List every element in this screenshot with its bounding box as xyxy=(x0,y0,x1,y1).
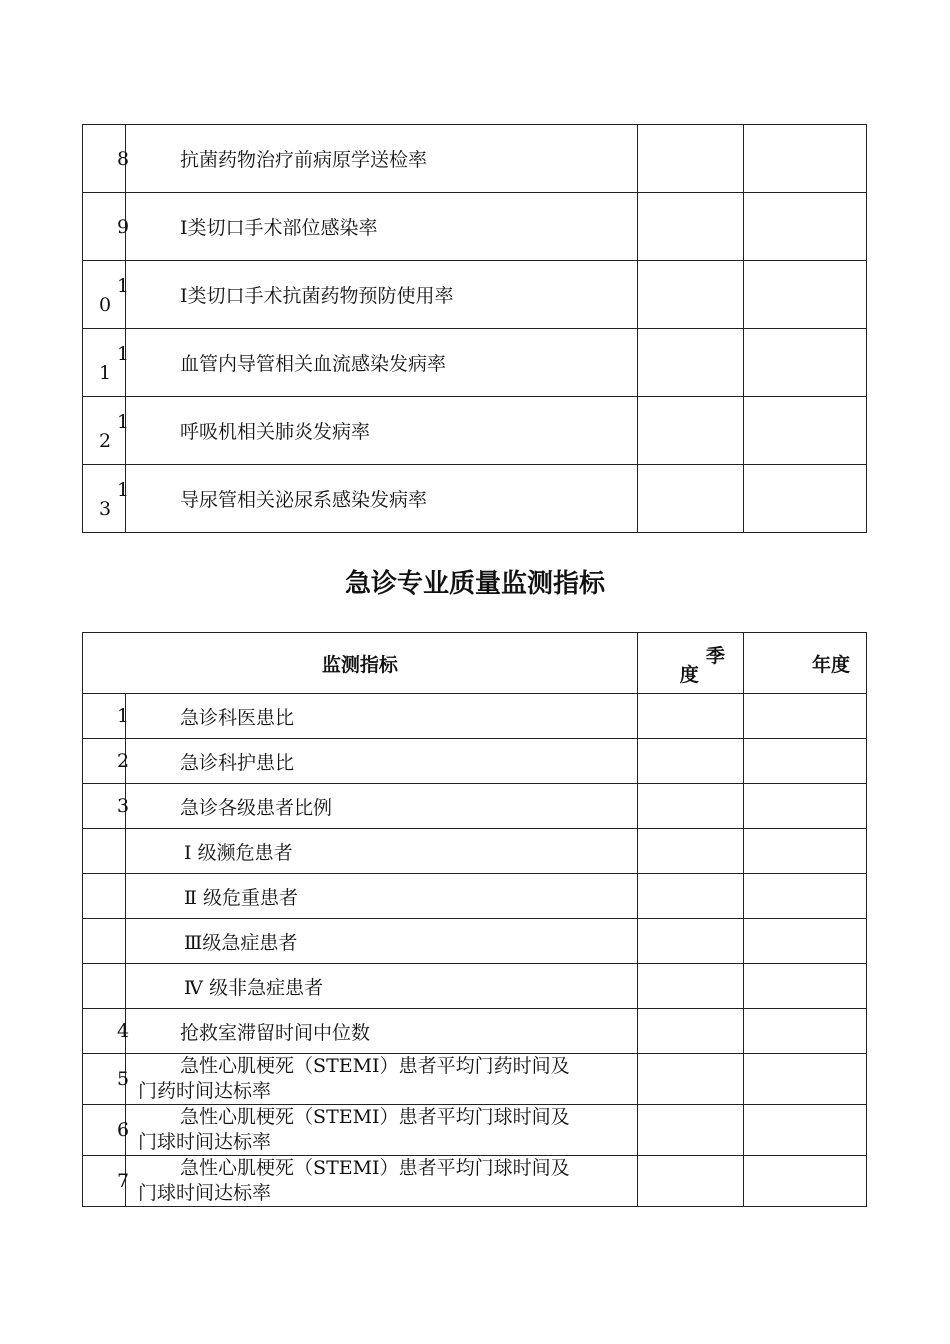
quarter-cell[interactable] xyxy=(637,397,743,465)
indicator-name: 急诊科护患比 xyxy=(126,739,638,784)
indicator-subitem: Ⅱ 级危重患者 xyxy=(126,874,638,919)
quarter-cell[interactable] xyxy=(637,465,743,533)
row-number: 1 3 xyxy=(83,465,126,533)
year-cell[interactable] xyxy=(743,465,866,533)
quarter-cell[interactable] xyxy=(637,1156,743,1207)
quarter-cell[interactable] xyxy=(637,125,743,193)
year-cell[interactable] xyxy=(743,193,866,261)
quarter-cell[interactable] xyxy=(637,193,743,261)
table-row xyxy=(83,329,867,397)
table-row xyxy=(83,874,867,919)
table-row xyxy=(83,193,867,261)
year-cell[interactable] xyxy=(743,694,866,739)
quarter-cell[interactable] xyxy=(637,964,743,1009)
year-cell[interactable] xyxy=(743,1054,866,1105)
indicator-name: 急性心肌梗死（STEMI）患者平均门药时间及 门药时间达标率 xyxy=(126,1054,638,1105)
row-number: 5 xyxy=(83,1054,126,1105)
year-cell[interactable] xyxy=(743,1105,866,1156)
table-row xyxy=(83,694,867,739)
row-number: 7 xyxy=(83,1156,126,1207)
row-number: 8 xyxy=(83,125,126,193)
quarter-cell[interactable] xyxy=(637,784,743,829)
row-number: 4 xyxy=(83,1009,126,1054)
quarter-cell[interactable] xyxy=(637,329,743,397)
table-row xyxy=(83,125,867,193)
row-number: 2 xyxy=(83,739,126,784)
table-row xyxy=(83,919,867,964)
indicator-name: 血管内导管相关血流感染发病率 xyxy=(126,329,638,397)
quarter-cell[interactable] xyxy=(637,694,743,739)
year-cell[interactable] xyxy=(743,329,866,397)
indicator-column-header: 监测指标 xyxy=(83,633,638,694)
indicator-name: 抗菌药物治疗前病原学送检率 xyxy=(126,125,638,193)
quarter-cell[interactable] xyxy=(637,1105,743,1156)
table-row xyxy=(83,397,867,465)
row-number: 1 0 xyxy=(83,261,126,329)
year-cell[interactable] xyxy=(743,125,866,193)
table-row xyxy=(83,964,867,1009)
year-cell[interactable] xyxy=(743,829,866,874)
year-cell[interactable] xyxy=(743,1009,866,1054)
table-row xyxy=(83,1156,867,1207)
quarter-cell[interactable] xyxy=(637,261,743,329)
year-cell[interactable] xyxy=(743,874,866,919)
row-number xyxy=(83,829,126,874)
row-number: 3 xyxy=(83,784,126,829)
indicator-name: 急诊各级患者比例 xyxy=(126,784,638,829)
indicator-name: 导尿管相关泌尿系感染发病率 xyxy=(126,465,638,533)
indicator-name: 呼吸机相关肺炎发病率 xyxy=(126,397,638,465)
indicator-name: 急性心肌梗死（STEMI）患者平均门球时间及 门球时间达标率 xyxy=(126,1105,638,1156)
table-row xyxy=(83,261,867,329)
row-number xyxy=(83,874,126,919)
emergency-indicators-table xyxy=(82,632,867,1207)
table-row xyxy=(83,1105,867,1156)
row-number xyxy=(83,919,126,964)
indicator-name: 抢救室滞留时间中位数 xyxy=(126,1009,638,1054)
table-row xyxy=(83,784,867,829)
table-row xyxy=(83,465,867,533)
indicator-name: 急诊科医患比 xyxy=(126,694,638,739)
year-cell[interactable] xyxy=(743,397,866,465)
quarter-column-header: 季 度 xyxy=(637,633,743,694)
infection-indicators-table xyxy=(82,124,867,533)
row-number: 6 xyxy=(83,1105,126,1156)
quarter-cell[interactable] xyxy=(637,919,743,964)
year-cell[interactable] xyxy=(743,261,866,329)
table-row xyxy=(83,829,867,874)
indicator-subitem: Ⅳ 级非急症患者 xyxy=(126,964,638,1009)
indicator-name: I类切口手术部位感染率 xyxy=(126,193,638,261)
year-cell[interactable] xyxy=(743,1156,866,1207)
indicator-name: 急性心肌梗死（STEMI）患者平均门球时间及 门球时间达标率 xyxy=(126,1156,638,1207)
section-title: 急诊专业质量监测指标 xyxy=(344,569,605,599)
quarter-cell[interactable] xyxy=(637,1054,743,1105)
indicator-subitem: Ⅲ级急症患者 xyxy=(126,919,638,964)
year-cell[interactable] xyxy=(743,739,866,784)
indicator-subitem: Ⅰ 级濒危患者 xyxy=(126,829,638,874)
quarter-cell[interactable] xyxy=(637,829,743,874)
table-row xyxy=(83,1009,867,1054)
table-header-row xyxy=(83,633,867,694)
row-number xyxy=(83,964,126,1009)
year-cell[interactable] xyxy=(743,964,866,1009)
table-row xyxy=(83,1054,867,1105)
quarter-cell[interactable] xyxy=(637,874,743,919)
indicator-name: I类切口手术抗菌药物预防使用率 xyxy=(126,261,638,329)
year-cell[interactable] xyxy=(743,919,866,964)
year-column-header: 年度 xyxy=(743,633,866,694)
row-number: 1 xyxy=(83,694,126,739)
quarter-cell[interactable] xyxy=(637,1009,743,1054)
quarter-cell[interactable] xyxy=(637,739,743,784)
row-number: 1 1 xyxy=(83,329,126,397)
table-row xyxy=(83,739,867,784)
year-cell[interactable] xyxy=(743,784,866,829)
row-number: 1 2 xyxy=(83,397,126,465)
row-number: 9 xyxy=(83,193,126,261)
